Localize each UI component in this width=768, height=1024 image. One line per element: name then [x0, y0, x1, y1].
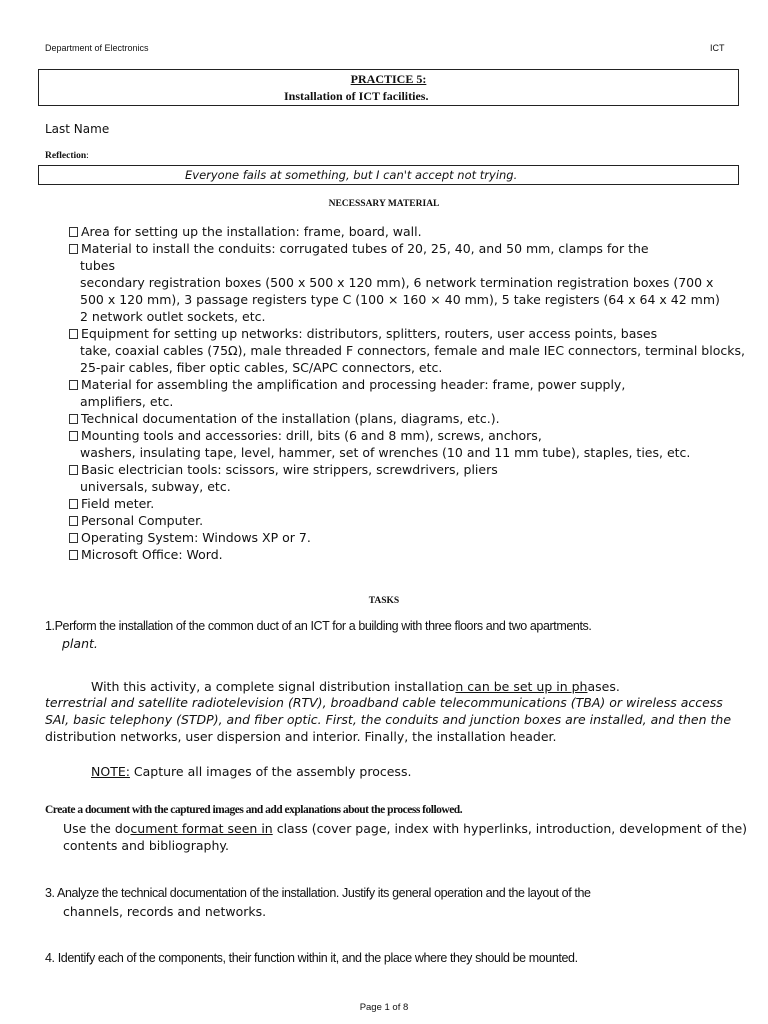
material-item [80, 275, 713, 290]
material-heading: NECESSARY MATERIAL [328, 199, 440, 209]
activity-line-2: terrestrial and satellite radiotelevision (RTV), broadband cable telecommunications (TBA) or wireless access [45, 695, 723, 710]
practice-subtitle: Installation of ICT facilities. [284, 89, 429, 103]
bullet-box-icon [69, 380, 78, 390]
bullet-box-icon [69, 227, 78, 237]
material-item [69, 428, 542, 443]
activity-line-1: With this activity, a complete signal distribution installation can be set up in phases. [91, 679, 620, 694]
material-item [69, 496, 154, 511]
material-item [80, 360, 442, 375]
material-item [80, 258, 115, 273]
material-item-text: Technical documentation of the installation (plans, diagrams, etc.). [81, 411, 500, 426]
task-2-heading: Create a document with the captured images and add explanations about the process followed. [45, 804, 463, 816]
practice-title: PRACTICE 5: [350, 72, 427, 86]
tasks-heading: TASKS [368, 596, 400, 606]
material-item [69, 462, 498, 477]
material-item [80, 394, 173, 409]
reflection-box [38, 165, 739, 185]
reflection-label: Reflection: [45, 151, 89, 161]
material-item [80, 292, 720, 307]
material-item [69, 530, 311, 545]
material-item-text: Microsoft Office: Word. [81, 547, 223, 562]
material-item [69, 224, 422, 239]
reflection-quote: Everyone fails at something, but I can't accept not trying. [185, 168, 518, 182]
activity-line-3: SAI, basic telephony (STDP), and fiber optic. First, the conduits and junction boxes are installed, and then the [45, 712, 732, 727]
note: NOTE: Capture all images of the assembly process. [91, 764, 412, 779]
header-subject: ICT [710, 43, 725, 53]
material-item [69, 547, 223, 562]
last-name-label: Last Name [45, 122, 110, 136]
material-item-text: 25-pair cables, fiber optic cables, SC/APC connectors, etc. [80, 360, 443, 375]
material-item-text: Personal Computer. [81, 513, 204, 528]
material-item [69, 241, 649, 256]
material-item-text: amplifiers, etc. [80, 394, 174, 409]
title-box [38, 69, 739, 106]
material-item [69, 411, 500, 426]
material-item-text: secondary registration boxes (500 x 500 x 120 mm), 6 network termination registration boxes (700 x [80, 275, 714, 290]
bullet-box-icon [69, 431, 78, 441]
material-item-text: 2 network outlet sockets, etc. [80, 309, 266, 324]
task-3-line-1: 3. Analyze the technical documentation of the installation. Justify its general operation and the layout of the [45, 886, 591, 900]
material-item-text: Material for assembling the amplification and processing header: frame, power supply, [81, 377, 626, 392]
task-3-line-2: channels, records and networks. [63, 904, 267, 919]
material-item [80, 343, 745, 358]
material-item [69, 377, 625, 392]
material-item-text: Mounting tools and accessories: drill, bits (6 and 8 mm), screws, anchors, [81, 428, 542, 443]
page-number: Page 1 of 8 [359, 1002, 409, 1013]
bullet-box-icon [69, 516, 78, 526]
material-item [80, 479, 231, 494]
bullet-box-icon [69, 329, 78, 339]
material-item [80, 445, 690, 460]
material-item-text: Operating System: Windows XP or 7. [81, 530, 311, 545]
bullet-box-icon [69, 414, 78, 424]
material-item-text: Equipment for setting up networks: distributors, splitters, routers, user access points, bases [81, 326, 658, 341]
bullet-box-icon [69, 550, 78, 560]
header-department: Department of Electronics [45, 43, 149, 53]
material-item-text: washers, insulating tape, level, hammer, set of wrenches (10 and 11 mm tube), staples, ties, etc. [80, 445, 691, 460]
task-2-line-2: contents and bibliography. [63, 838, 229, 853]
bullet-box-icon [69, 244, 78, 254]
material-list [69, 224, 745, 569]
task-2-line-1: Use the document format seen in class (cover page, index with hyperlinks, introduction, development of the) [63, 821, 748, 836]
material-item-text: take, coaxial cables (75Ω), male threaded F connectors, female and male IEC connectors, terminal blocks, [80, 343, 745, 358]
task-1-cont: plant. [62, 636, 98, 651]
activity-line-4: distribution networks, user dispersion and interior. Finally, the installation header. [45, 729, 557, 744]
material-item-text: universals, subway, etc. [80, 479, 231, 494]
material-item-text: Material to install the conduits: corrugated tubes of 20, 25, 40, and 50 mm, clamps for the [81, 241, 649, 256]
bullet-box-icon [69, 465, 78, 475]
material-item-text: tubes [80, 258, 115, 273]
bullet-box-icon [69, 533, 78, 543]
bullet-box-icon [69, 499, 78, 509]
material-item-text: Area for setting up the installation: frame, board, wall. [81, 224, 422, 239]
material-item-text: 500 x 120 mm), 3 passage registers type C (100 × 160 × 40 mm), 5 take registers (64 x 64 x 42 mm) [80, 292, 720, 307]
material-item [80, 309, 266, 324]
material-item [69, 326, 657, 341]
task-1: 1.Perform the installation of the common duct of an ICT for a building with three floors and two apartments. [45, 619, 592, 633]
task-4: 4. Identify each of the components, their function within it, and the place where they should be mounted. [45, 951, 578, 965]
material-item-text: Basic electrician tools: scissors, wire strippers, screwdrivers, pliers [81, 462, 498, 477]
material-item [69, 513, 203, 528]
material-item-text: Field meter. [81, 496, 155, 511]
